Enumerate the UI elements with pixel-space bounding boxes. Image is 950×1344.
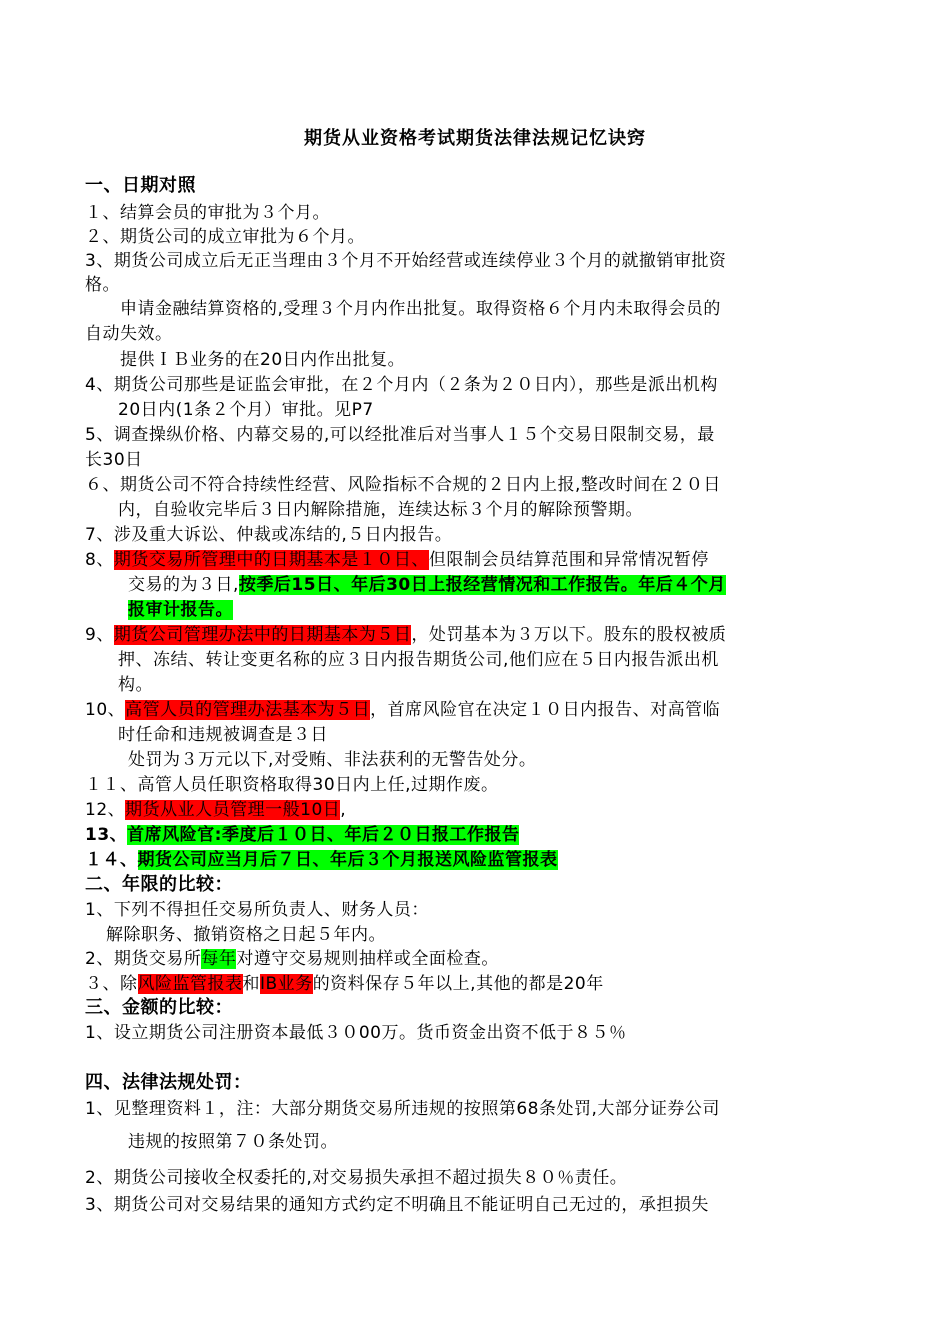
red-highlight: 期货从业人员管理一般10日 <box>125 800 341 820</box>
text-line: 提供ＩＢ业务的在20日内作出批复。 <box>120 350 406 370</box>
section-heading-amounts: 三、金额的比较： <box>85 997 233 1018</box>
text-line: ２、期货公司的成立审批为６个月。 <box>85 227 365 247</box>
item-number: 13、 <box>85 825 128 845</box>
text-line: 构。 <box>118 675 153 695</box>
item-number: １４、 <box>85 850 138 870</box>
text-line <box>85 548 709 572</box>
text-line: 2、期货公司接收全权委托的,对交易损失承担不超过损失８０％责任。 <box>85 1168 628 1188</box>
text-line: 违规的按照第７０条处罚。 <box>128 1132 338 1152</box>
text-span: 交易的为３日, <box>128 575 239 595</box>
text-span: 的资料保存５年以上,其他的都是20年 <box>312 974 604 994</box>
text-span: 对遵守交易规则抽样或全面检查。 <box>236 949 499 969</box>
text-line <box>85 823 519 847</box>
text-span: ，处罚基本为３万以下。股东的股权被质 <box>411 625 727 645</box>
red-highlight: 高管人员的管理办法基本为５日 <box>125 700 371 720</box>
text-span: , <box>340 800 347 820</box>
text-line: 4、期货公司那些是证监会审批，在２个月内（２条为２０日内），那些是派出机构 <box>85 375 718 395</box>
text-line <box>128 598 233 622</box>
text-line: 处罚为３万元以下,对受贿、非法获利的无警告处分。 <box>128 750 537 770</box>
red-highlight: IB业务 <box>260 974 313 994</box>
green-highlight: 每年 <box>201 949 237 969</box>
text-line <box>85 698 720 722</box>
green-highlight: 按季后15日、年后30日上报经营情况和工作报告。年后４个月 <box>238 575 726 595</box>
green-highlight: 首席风险官:季度后１０日、年后２０日报工作报告 <box>127 825 520 845</box>
text-line: 申请金融结算资格的,受理３个月内作出批复。取得资格６个月内未取得会员的 <box>120 299 721 319</box>
text-line: ６、期货公司不符合持续性经营、风险指标不合规的２日内上报,整改时间在２０日 <box>85 475 721 495</box>
text-line: 自动失效。 <box>85 324 173 344</box>
text-line <box>85 623 726 647</box>
text-span: ，首席风险官在决定１０日内报告、对高管临 <box>370 700 721 720</box>
red-highlight: 期货交易所管理中的日期基本是１０日、 <box>113 550 429 570</box>
green-highlight: 报审计报告。 <box>128 600 233 620</box>
text-line <box>85 972 604 996</box>
text-line: 5、调查操纵价格、内幕交易的,可以经批准后对当事人１５个交易日限制交易，最 <box>85 425 715 445</box>
text-line: 3、期货公司对交易结果的通知方式约定不明确且不能证明自己无过的，承担损失 <box>85 1195 709 1215</box>
text-line <box>128 573 726 597</box>
text-line: 押、冻结、转让变更名称的应３日内报告期货公司,他们应在５日内报告派出机 <box>118 650 719 670</box>
text-span: 和 <box>242 974 260 994</box>
text-line: 内，自验收完毕后３日内解除措施，连续达标３个月的解除预警期。 <box>118 500 643 520</box>
text-line: １１、高管人员任职资格取得30日内上任,过期作废。 <box>85 775 499 795</box>
item-number: 12、 <box>85 800 126 820</box>
red-highlight: 风险监管报表 <box>137 974 243 994</box>
text-line <box>85 798 346 822</box>
text-line <box>85 947 499 971</box>
text-line <box>85 848 558 872</box>
text-line: 20日内(1条２个月）审批。见P7 <box>118 400 374 420</box>
green-highlight: 期货公司应当月后７日、年后３个月报送风险监管报表 <box>137 850 558 870</box>
text-span: 2、期货交易所 <box>85 949 202 969</box>
text-line: 7、涉及重大诉讼、仲裁或冻结的,５日内报告。 <box>85 525 453 545</box>
section-heading-dates: 一、日期对照 <box>85 175 196 196</box>
text-line: 解除职务、撤销资格之日起５年内。 <box>106 925 386 945</box>
text-span: ３、除 <box>85 974 138 994</box>
text-span: 但限制会员结算范围和异常情况暂停 <box>428 550 709 570</box>
item-number: 9、 <box>85 625 114 645</box>
text-line: 1、下列不得担任交易所负责人、财务人员： <box>85 900 429 920</box>
text-line: １、结算会员的审批为３个月。 <box>85 203 330 223</box>
text-line: 格。 <box>85 275 120 295</box>
text-line: 1、见整理资料１，注：大部分期货交易所违规的按照第68条处罚,大部分证券公司 <box>85 1099 720 1119</box>
text-line: 时任命和违规被调查是３日 <box>118 725 328 745</box>
item-number: 8、 <box>85 550 114 570</box>
red-highlight: 期货公司管理办法中的日期基本为５日 <box>113 625 412 645</box>
text-line: 1、设立期货公司注册资本最低３０00万。货币资金出资不低于８５％ <box>85 1023 627 1043</box>
section-heading-penalties: 四、法律法规处罚： <box>85 1072 252 1093</box>
text-line: 3、期货公司成立后无正当理由３个月不开始经营或连续停业３个月的就撤销审批资 <box>85 251 727 271</box>
section-heading-years: 二、年限的比较： <box>85 874 233 895</box>
text-line: 长30日 <box>85 450 143 470</box>
item-number: 10、 <box>85 700 126 720</box>
document-title: 期货从业资格考试期货法律法规记忆诀窍 <box>304 128 646 149</box>
